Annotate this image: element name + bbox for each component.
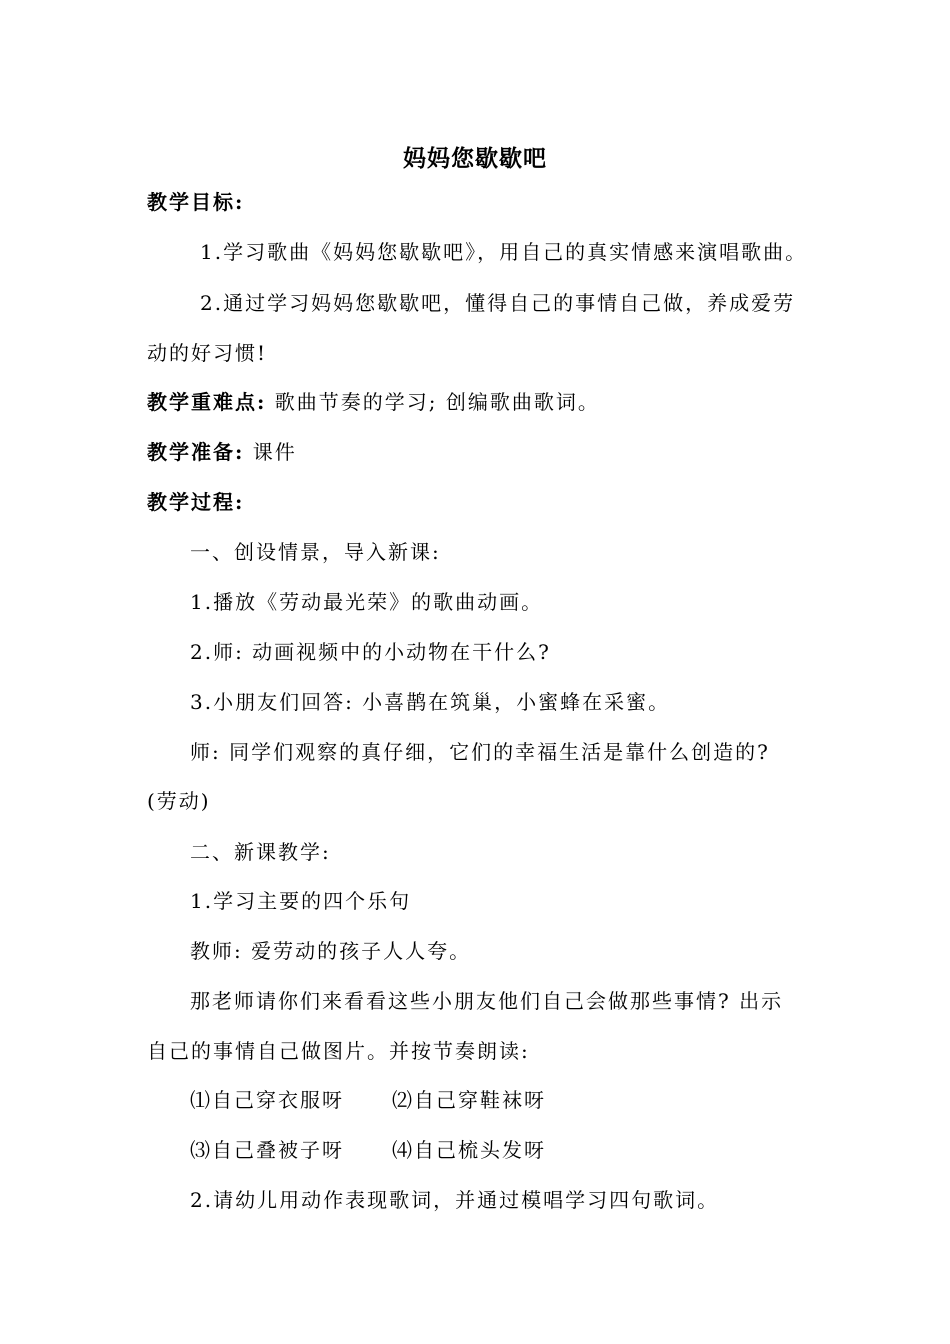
key-points-row xyxy=(147,390,600,414)
key-points-text: 歌曲节奏的学习; 创编歌曲歌词。 xyxy=(274,390,600,414)
objective-1: 1.学习歌曲《妈妈您歇歇吧》，用自己的真实情感来演唱歌曲。 xyxy=(200,240,808,264)
section-1-step-3: 3.小朋友们回答: 小喜鹊在筑巢，小蜜蜂在采蜜。 xyxy=(190,690,671,714)
section-1-step-2: 2.师: 动画视频中的小动物在干什么? xyxy=(190,640,551,664)
phrase-1: ⑴自己穿衣服呀 xyxy=(190,1088,344,1112)
section-1-teacher-line-2: (劳动) xyxy=(147,789,211,813)
preparation-row xyxy=(147,440,297,464)
section-2-step-2: 2.请幼儿用动作表现歌词，并通过模唱学习四句歌词。 xyxy=(190,1188,720,1212)
document-title: 妈妈您歇歇吧 xyxy=(403,145,547,172)
section-1-step-1: 1.播放《劳动最光荣》的歌曲动画。 xyxy=(190,590,544,614)
phrase-4: ⑷自己梳头发呀 xyxy=(392,1138,546,1162)
preparation-text: 课件 xyxy=(252,440,297,464)
section-2-teacher: 教师: 爱劳动的孩子人人夸。 xyxy=(190,939,472,963)
section-2-step-1: 1.学习主要的四个乐句 xyxy=(190,889,412,913)
phrase-3: ⑶自己叠被子呀 xyxy=(190,1138,344,1162)
section-1-teacher-line-1: 师: 同学们观察的真仔细，它们的幸福生活是靠什么创造的? xyxy=(190,740,770,764)
objectives-heading: 教学目标: xyxy=(147,190,245,214)
phrase-2: ⑵自己穿鞋袜呀 xyxy=(392,1088,546,1112)
phrase-row-1 xyxy=(190,1088,610,1112)
key-points-label: 教学重难点: xyxy=(147,390,267,414)
preparation-label: 教学准备: xyxy=(147,440,245,464)
process-heading: 教学过程: xyxy=(147,490,245,514)
section-1-heading: 一、创设情景，导入新课: xyxy=(190,540,441,564)
section-2-paragraph-line-1: 那老师请你们来看看这些小朋友他们自己会做那些事情? 出示 xyxy=(190,989,784,1013)
phrase-row-2 xyxy=(190,1138,610,1162)
section-2-heading: 二、新课教学: xyxy=(190,840,331,864)
section-2-paragraph-line-2: 自己的事情自己做图片。并按节奏朗读: xyxy=(147,1039,530,1063)
objective-2-line-1: 2.通过学习妈妈您歇歇吧，懂得自己的事情自己做，养成爱劳 xyxy=(200,291,796,315)
objective-2-line-2: 动的好习惯! xyxy=(147,341,268,365)
